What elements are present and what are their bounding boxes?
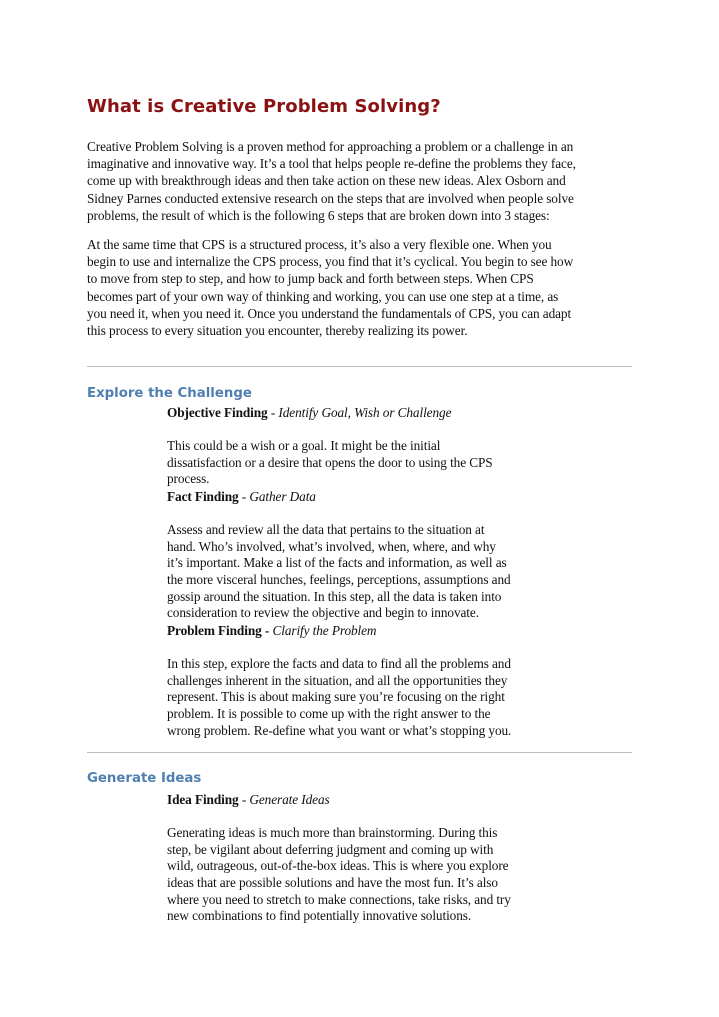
step-title [167, 792, 587, 809]
text-line: this process to every situation you encounter, thereby realizing its power. [87, 323, 468, 339]
text-line: wild, outrageous, out-of-the-box ideas. This is where you explore [167, 858, 509, 874]
step-separator: - [238, 489, 250, 504]
section-heading-generate-ideas: Generate Ideas [87, 771, 202, 786]
text-line: becomes part of your own way of thinking and working, you can use one step at a time, as [87, 288, 559, 304]
step-problem-finding [167, 623, 587, 739]
section-divider [87, 752, 632, 753]
spacer [167, 506, 587, 523]
spacer [167, 640, 587, 657]
step-title [167, 623, 587, 640]
step-subtitle: Generate Ideas [249, 792, 330, 807]
spacer [167, 422, 587, 439]
section-heading-explore-the-challenge: Explore the Challenge [87, 386, 252, 401]
text-line: process. [167, 471, 210, 487]
step-subtitle: Clarify the Problem [272, 623, 377, 638]
step-objective-finding [167, 405, 587, 488]
step-fact-finding [167, 489, 587, 622]
text-line: Assess and review all the data that pertains to the situation at [167, 522, 485, 538]
text-line: imaginative and innovative way. It’s a tool that helps people re-define the problems they face, [87, 156, 576, 172]
text-line: dissatisfaction or a desire that opens the door to using the CPS [167, 454, 493, 470]
step-name: Objective Finding [167, 405, 268, 420]
text-line: hand. Who’s involved, what’s involved, when, where, and why [167, 538, 496, 554]
step-name: Idea Finding [167, 792, 239, 807]
intro-paragraph-2 [87, 236, 647, 339]
text-line: challenges inherent in the situation, and all the opportunities they [167, 672, 508, 688]
step-title [167, 405, 587, 422]
step-title [167, 489, 587, 506]
step-idea-finding [167, 792, 587, 925]
intro-paragraph-1 [87, 138, 647, 224]
text-line: This could be a wish or a goal. It might be the initial [167, 438, 441, 454]
text-line: In this step, explore the facts and data to find all the problems and [167, 656, 511, 672]
step-name: Fact Finding [167, 489, 239, 504]
text-line: At the same time that CPS is a structured process, it’s also a very flexible one. When you [87, 237, 552, 252]
text-line: begin to use and internalize the CPS process, you find that it’s cyclical. You begin to see how [87, 254, 574, 270]
step-separator: - [267, 405, 279, 420]
text-line: the more visceral hunches, feelings, perceptions, assumptions and [167, 571, 511, 587]
step-name: Problem Finding - [167, 623, 270, 638]
text-line: to move from step to step, and how to jump back and forth between steps. When CPS [87, 271, 534, 287]
text-line: wrong problem. Re-define what you want or what’s stopping you. [167, 722, 512, 738]
spacer [167, 809, 587, 826]
text-line: gossip around the situation. In this step, all the data is taken into [167, 588, 502, 604]
text-line: ideas that are possible solutions and have the most fun. It’s also [167, 874, 498, 890]
step-separator: - [238, 792, 250, 807]
text-line: where you need to stretch to make connections, take risks, and try [167, 891, 511, 907]
step-subtitle: Identify Goal, Wish or Challenge [278, 405, 452, 420]
text-line: come up with breakthrough ideas and then take action on these new ideas. Alex Osborn and [87, 173, 566, 189]
text-line: consideration to review the objective and begin to innovate. [167, 605, 479, 621]
step-subtitle: Gather Data [249, 489, 316, 504]
text-line: Sidney Parnes conducted extensive research on the steps that are involved when people solve [87, 190, 574, 206]
text-line: new combinations to find potentially innovative solutions. [167, 908, 472, 924]
text-line: you need it, when you need it. Once you understand the fundamentals of CPS, you can adapt [87, 305, 572, 321]
text-line: Creative Problem Solving is a proven method for approaching a problem or a challenge in an [87, 139, 574, 154]
text-line: problems, the result of which is the following 6 steps that are broken down into 3 stages: [87, 207, 550, 223]
text-line: Generating ideas is much more than brainstorming. During this [167, 825, 498, 841]
text-line: problem. It is possible to come up with the right answer to the [167, 705, 491, 721]
page-title: What is Creative Problem Solving? [87, 96, 441, 117]
section-divider [87, 366, 632, 367]
text-line: it’s important. Make a list of the facts and information, as well as [167, 555, 507, 571]
text-line: represent. This is about making sure you’re focusing on the right [167, 689, 505, 705]
text-line: step, be vigilant about deferring judgment and coming up with [167, 841, 494, 857]
